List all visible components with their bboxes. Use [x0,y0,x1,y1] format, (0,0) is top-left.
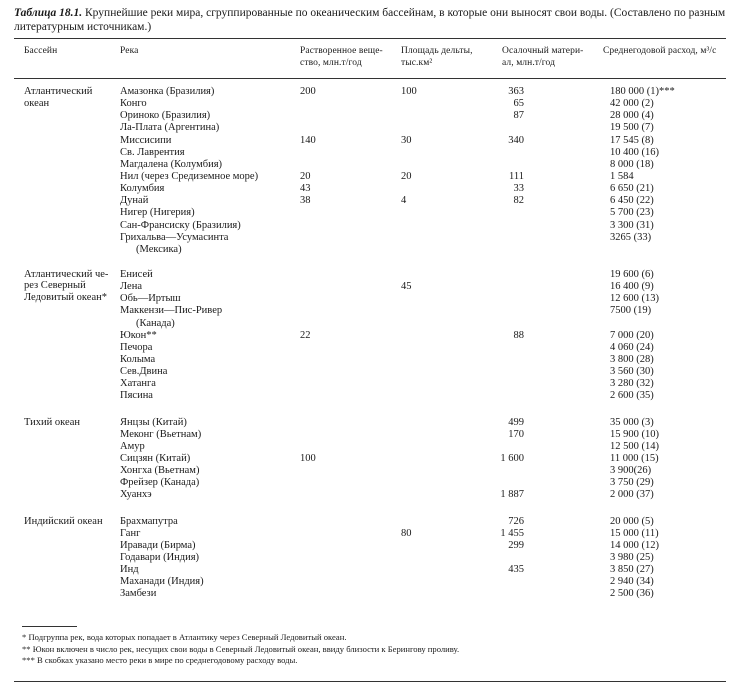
footnote-2: ** Юкон включен в число рек, несущих свои воды в Северный Ледовитый океан, ввиду близости к Берингову проливу. [22,643,460,654]
river-country: (Мексика) [136,243,182,255]
header-basin: Бассейн [24,46,58,56]
table-row [0,354,735,366]
sediment-value: 82 [513,195,524,207]
sediment-value: 499 [508,416,524,428]
table-row [0,232,735,256]
river-name [120,122,219,134]
river-label: Магдалена (Колумбия) [120,158,223,170]
discharge-value: 19 600 (6) [610,268,654,280]
river-name [120,110,210,122]
river-label: Нил (через Средиземное море) [120,170,259,182]
discharge-value: 11 000 (15) [610,452,659,464]
discharge-value: 7500 (19) [610,305,652,317]
river-label: Фрейзер (Канада) [120,477,200,489]
basin-name: Атлантический че-рез Северный Ледовитый океан* [24,268,109,303]
table-row [0,465,735,477]
river-label: Хуанхэ [120,489,152,501]
river-name [120,232,228,256]
discharge-value: 3 300 (31) [610,219,654,231]
discharge-value: 15 900 (10) [610,428,659,440]
river-name [120,135,171,147]
river-label: Нигер (Нигерия) [120,207,195,219]
river-country: (Канада) [136,317,175,329]
discharge-value: 3 750 (29) [610,477,654,489]
river-name [120,552,199,564]
delta-value: 80 [401,527,412,539]
header-delta: Площадь дельты, тыс.км² [401,46,473,68]
table-caption [14,6,726,34]
sediment-value: 1 455 [500,527,524,539]
sediment-value: 363 [508,86,524,97]
river-label: Маханади (Индия) [120,576,204,588]
table-row [0,195,735,207]
discharge-value: 5 700 (23) [610,207,654,219]
table-row [0,330,735,342]
basin-name: Индийский океан [24,515,103,527]
discharge-value: 3 980 (25) [610,551,654,563]
sediment-value: 111 [509,170,524,182]
dissolved-value: 38 [300,195,311,207]
river-label: Хатанга [120,378,156,390]
discharge-value: 12 500 (14) [610,440,659,452]
discharge-value: 3 800 (28) [610,353,654,365]
table-row [0,86,735,98]
river-label: Лена [120,281,142,293]
river-name [120,564,139,576]
discharge-value: 180 000 (1)*** [610,86,675,97]
dissolved-value: 20 [300,170,311,182]
river-label: Инд [120,564,139,576]
river-name [120,330,157,342]
table-row [0,552,735,564]
river-name [120,305,222,329]
top-rule [14,38,726,39]
river-label: Замбези [120,588,157,600]
discharge-value: 35 000 (3) [610,416,654,428]
basin-name: Тихий океан [24,416,81,428]
river-label: Юкон** [120,329,157,341]
table-row [0,576,735,588]
river-name [120,477,199,489]
table-body [0,86,735,601]
river-name [120,269,153,281]
table-row [0,147,735,159]
discharge-value: 3 900(26) [610,465,652,477]
table-row [0,293,735,305]
dissolved-value: 140 [300,134,316,146]
river-label: Сицзян (Китай) [120,452,191,464]
discharge-value: 19 500 (7) [610,122,654,134]
discharge-value: 15 000 (11) [610,527,659,539]
river-label: Ганг [120,527,141,539]
table-row [0,110,735,122]
table-row [0,564,735,576]
discharge-value: 3 560 (30) [610,366,654,378]
river-label: Енисей [120,268,153,280]
river-label: Хонгха (Вьетнам) [120,465,200,477]
discharge-value: 7 000 (20) [610,329,654,341]
river-name [120,86,214,98]
discharge-value: 20 000 (5) [610,515,654,527]
delta-value: 45 [401,281,412,293]
sediment-value: 33 [513,183,524,195]
table-row [0,281,735,293]
discharge-value: 2 500 (36) [610,588,654,600]
river-label: Янцзы (Китай) [120,416,187,428]
river-label: Ориноко (Бразилия) [120,110,211,122]
table-row [0,390,735,402]
footnote-3: *** В скобках указано место реки в мире по среднегодовому расходу воды. [22,655,298,665]
table-row [0,441,735,453]
discharge-value: 8 000 (18) [610,158,654,170]
river-name [120,183,164,195]
dissolved-value: 200 [300,86,316,97]
table-row [0,122,735,134]
discharge-value: 3 850 (27) [610,564,654,576]
table-row [0,220,735,232]
delta-value: 30 [401,134,412,146]
dissolved-value: 43 [300,183,311,195]
bottom-rule [14,681,726,682]
river-name [120,220,241,232]
header-sediment: Осалочный матери-ал, млн.т/год [502,46,584,68]
river-name [120,516,178,528]
header-discharge: Среднегодовой расход, м³/с [603,46,717,56]
basin-group [0,269,735,403]
table-row [0,516,735,528]
sediment-value: 87 [513,110,524,122]
river-name [120,453,190,465]
river-name [120,540,196,552]
table-row [0,378,735,390]
sediment-value: 1 600 [500,452,524,464]
footnote-1: * Подгруппа рек, вода которых попадает в Атлантику через Северный Ледовитый океан. [22,632,347,642]
table-row [0,477,735,489]
river-name [120,528,140,540]
table-title: Крупнейшие реки мира, сгруппированные по океаническим бассейнам, в которые они выносят свои воды. (Составлено по разным литературным источникам.) [14,7,726,33]
discharge-value: 42 000 (2) [610,98,654,110]
delta-value: 100 [401,86,417,97]
river-name [120,281,142,293]
river-label: Конго [120,98,147,110]
river-name [120,465,199,477]
river-label: Брахмапутра [120,515,178,527]
discharge-value: 17 545 (8) [610,134,654,146]
river-name [120,390,153,402]
table-row [0,135,735,147]
river-name [120,429,201,441]
dissolved-value: 100 [300,452,316,464]
river-label: Меконг (Вьетнам) [120,428,202,440]
sediment-value: 65 [513,98,524,110]
table-row [0,269,735,281]
river-name [120,207,195,219]
table-row [0,540,735,552]
header-river: Река [120,46,139,56]
sediment-value: 299 [508,539,524,551]
table-row [0,183,735,195]
river-name [120,354,155,366]
table-row [0,98,735,110]
sediment-value: 726 [508,515,524,527]
sediment-value: 170 [508,428,524,440]
footnotes [22,632,722,667]
river-label: Миссисипи [120,134,172,146]
river-name [120,98,147,110]
discharge-value: 28 000 (4) [610,110,654,122]
discharge-value: 6 650 (21) [610,183,654,195]
basin-group [0,86,735,256]
table-number: Таблица 18.1. [14,7,83,19]
discharge-value: 4 060 (24) [610,341,654,353]
discharge-value: 2 600 (35) [610,390,654,402]
river-label: Дунай [120,195,149,207]
river-name [120,342,152,354]
river-label: Обь—Иртыш [120,293,181,305]
table-row [0,453,735,465]
river-name [120,171,258,183]
river-label: Ла-Плата (Аргентина) [120,122,220,134]
delta-value: 4 [401,195,407,207]
table-row [0,159,735,171]
river-label: Грихальва—Усумасинта [120,231,229,243]
sediment-value: 340 [508,134,524,146]
river-name [120,441,145,453]
table-row [0,342,735,354]
river-label: Маккензи—Пис-Ривер [120,305,223,317]
basin-group [0,417,735,502]
discharge-value: 3 280 (32) [610,378,654,390]
sediment-value: 88 [513,329,524,341]
river-name [120,293,181,305]
river-name [120,195,148,207]
river-name [120,489,152,501]
river-name [120,576,204,588]
river-name [120,378,156,390]
river-label: Печора [120,341,153,353]
sediment-value: 1 887 [500,489,524,501]
discharge-value: 1 584 [610,170,634,182]
river-label: Пясина [120,390,153,402]
river-label: Св. Лаврентия [120,146,185,158]
discharge-value: 3265 (33) [610,231,652,243]
dissolved-value: 22 [300,329,311,341]
table-row [0,489,735,501]
basin-group [0,516,735,601]
river-label: Колыма [120,353,156,365]
river-name [120,417,187,429]
river-name [120,366,167,378]
discharge-value: 14 000 (12) [610,539,659,551]
river-label: Сев.Двина [120,366,168,378]
discharge-value: 10 400 (16) [610,146,659,158]
river-label: Амазонка (Бразилия) [120,86,215,97]
table-header [0,46,735,76]
footnote-rule [22,626,77,627]
table-row [0,417,735,429]
table-row [0,588,735,600]
discharge-value: 2 940 (34) [610,576,654,588]
delta-value: 20 [401,170,412,182]
river-label: Иравади (Бирма) [120,539,196,551]
river-label: Сан-Франсиску (Бразилия) [120,219,241,231]
sediment-value: 435 [508,564,524,576]
table-row [0,528,735,540]
discharge-value: 16 400 (9) [610,281,654,293]
river-name [120,159,222,171]
header-rule [14,78,726,79]
table-row [0,429,735,441]
river-label: Годавари (Индия) [120,551,200,563]
table-row [0,366,735,378]
river-name [120,588,156,600]
discharge-value: 12 600 (13) [610,293,659,305]
table-row [0,305,735,329]
discharge-value: 6 450 (22) [610,195,654,207]
table-row [0,171,735,183]
table-row [0,207,735,219]
river-label: Амур [120,440,145,452]
discharge-value: 2 000 (37) [610,489,654,501]
basin-name: Атлантический океан [24,86,93,109]
river-label: Колумбия [120,183,165,195]
river-name [120,147,185,159]
header-dissolved: Растворенное веще-ство, млн.т/год [300,46,383,68]
